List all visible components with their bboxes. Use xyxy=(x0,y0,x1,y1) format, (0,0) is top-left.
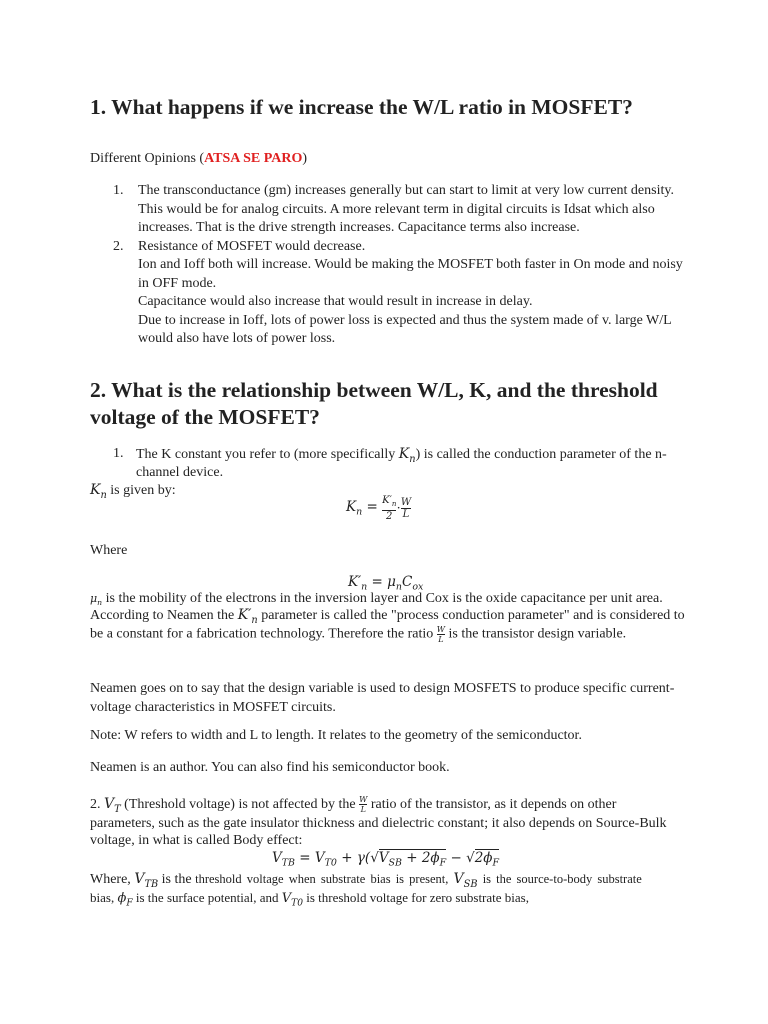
opinions-prefix: Different Opinions ( xyxy=(90,151,205,166)
neamen-text: parameter is called the "process conduction parameter" and is considered to xyxy=(257,608,685,623)
kn-equation: $K_n$ = $\frac{K'_n}{2}$ · $\frac{W}{L}$ xyxy=(346,495,412,522)
list-line: Ion and Ioff both will increase. Would be making the MOSFET both faster in On mode and noisy xyxy=(138,257,683,272)
mu-text: is the mobility of the electrons in the inversion layer and Cox is the oxide capacitance per unit area. xyxy=(102,591,663,606)
list-item xyxy=(90,182,690,238)
where-text: is the xyxy=(158,872,196,887)
body-effect-equation: $V_{TB} = V_{T0} + \gamma(√V_{SB} + 2\phi_F - √2\phi_F$ xyxy=(272,850,500,869)
vt-symbol: $V_T$ xyxy=(104,796,121,815)
design-line: voltage characteristics in MOSFET circuits. xyxy=(90,699,336,715)
list-line: Resistance of MOSFET would decrease. xyxy=(138,238,366,254)
list-number: 2. xyxy=(113,238,124,254)
item-text: ) is called the conduction parameter of the n- xyxy=(415,447,667,462)
mu-symbol: $\mu_n$ xyxy=(90,592,103,608)
list-line: The transconductance (gm) increases generally but can start to limit at very low current density. xyxy=(138,183,674,198)
section-2-item-1 xyxy=(113,445,693,482)
list-line: Capacitance would also increase that would result in increase in delay. xyxy=(138,294,533,309)
where-text: is the source-to-body substrate xyxy=(477,872,642,886)
neamen-text: is the transistor design variable. xyxy=(444,626,627,642)
list-item xyxy=(90,238,690,349)
design-paragraph xyxy=(90,680,690,717)
where-text: is threshold voltage for zero substrate bias, xyxy=(302,890,529,905)
neamen-line-2: be a constant for a fabrication technology. Therefore the ratio $\frac{W}{L}$ is the transistor design variable. xyxy=(90,625,627,644)
vt-text: 2. xyxy=(90,797,104,812)
where-text: threshold voltage when substrate bias is present, xyxy=(195,872,454,886)
list-line: would also have lots of power loss. xyxy=(138,331,336,346)
opinions-suffix: ) xyxy=(302,151,308,166)
item-text: channel device. xyxy=(136,464,224,480)
section-1-list xyxy=(90,182,690,349)
vt-line-2: parameters, such as the gate insulator thickness and dielectric constant; it also depends on Source-Bulk xyxy=(90,816,667,831)
opinions-highlight: ATSA SE PARO xyxy=(204,151,303,166)
vt-line-1: 2. $V_T$ (Threshold voltage) is not affected by the $\frac{W}{L}$ ratio of the transistor, as it depends on other xyxy=(90,795,617,815)
kn-prime-symbol: $K'_n$ xyxy=(237,607,258,626)
note-line: Note: W refers to width and L to length. It relates to the geometry of the semiconductor. xyxy=(90,728,582,743)
neamen-text: be a constant for a fabrication technology. Therefore the ratio xyxy=(90,626,437,642)
kn-prime-equation: $K'_n = \mu_nC_{ox}$ xyxy=(348,574,424,593)
opinions-line xyxy=(90,150,307,169)
vt-line-3: voltage, in what is called Body effect: xyxy=(90,833,303,848)
author-line: Neamen is an author. You can also find his semiconductor book. xyxy=(90,760,450,775)
section-2-heading xyxy=(90,377,710,431)
list-number: 1. xyxy=(113,446,124,461)
list-number: 1. xyxy=(113,183,124,198)
design-line: Neamen goes on to say that the design variable is used to design MOSFETS to produce specific current- xyxy=(90,681,675,696)
vt-text: ratio of the transistor, as it depends on other xyxy=(367,797,617,812)
where-text: is the surface potential, and xyxy=(132,890,282,905)
list-line: increases. That is the drive strength increases. Capacitance terms also increase. xyxy=(138,220,580,235)
where-text: bias, xyxy=(90,890,118,905)
list-line: Due to increase in Ioff, lots of power loss is expected and thus the system made of v. large W/L xyxy=(138,312,672,328)
section-2-heading-line: voltage of the MOSFET? xyxy=(90,405,320,429)
where-clause-line-2 xyxy=(90,889,690,913)
kn-symbol: $K_n$ xyxy=(90,482,107,501)
list-line: in OFF mode. xyxy=(138,275,217,291)
neamen-text: According to Neamen the xyxy=(90,608,238,623)
kn-given-text: is given by: xyxy=(106,483,176,498)
vsb-symbol: $V_{SB}$ xyxy=(453,871,478,890)
phi-f-symbol: $\phi_F$ xyxy=(117,891,133,909)
kn-given-line xyxy=(90,481,176,505)
section-1-heading: 1. What happens if we increase the W/L ratio in MOSFET? xyxy=(90,95,633,119)
item-text: The K constant you refer to (more specifically xyxy=(136,447,399,462)
kn-symbol: $K_n$ xyxy=(398,446,416,465)
where-text: Where, xyxy=(90,872,135,887)
where-label: Where xyxy=(90,543,128,558)
vtb-symbol: $V_{TB}$ xyxy=(134,871,159,890)
section-2-heading-line: 2. What is the relationship between W/L, K, and the threshold xyxy=(90,378,658,402)
vt-text: (Threshold voltage) is not affected by the xyxy=(120,797,360,812)
list-line: This would be for analog circuits. A more relevant term in digital circuits is Idsat which also xyxy=(138,201,655,217)
vt0-symbol: $V_{T0}$ xyxy=(281,891,303,909)
